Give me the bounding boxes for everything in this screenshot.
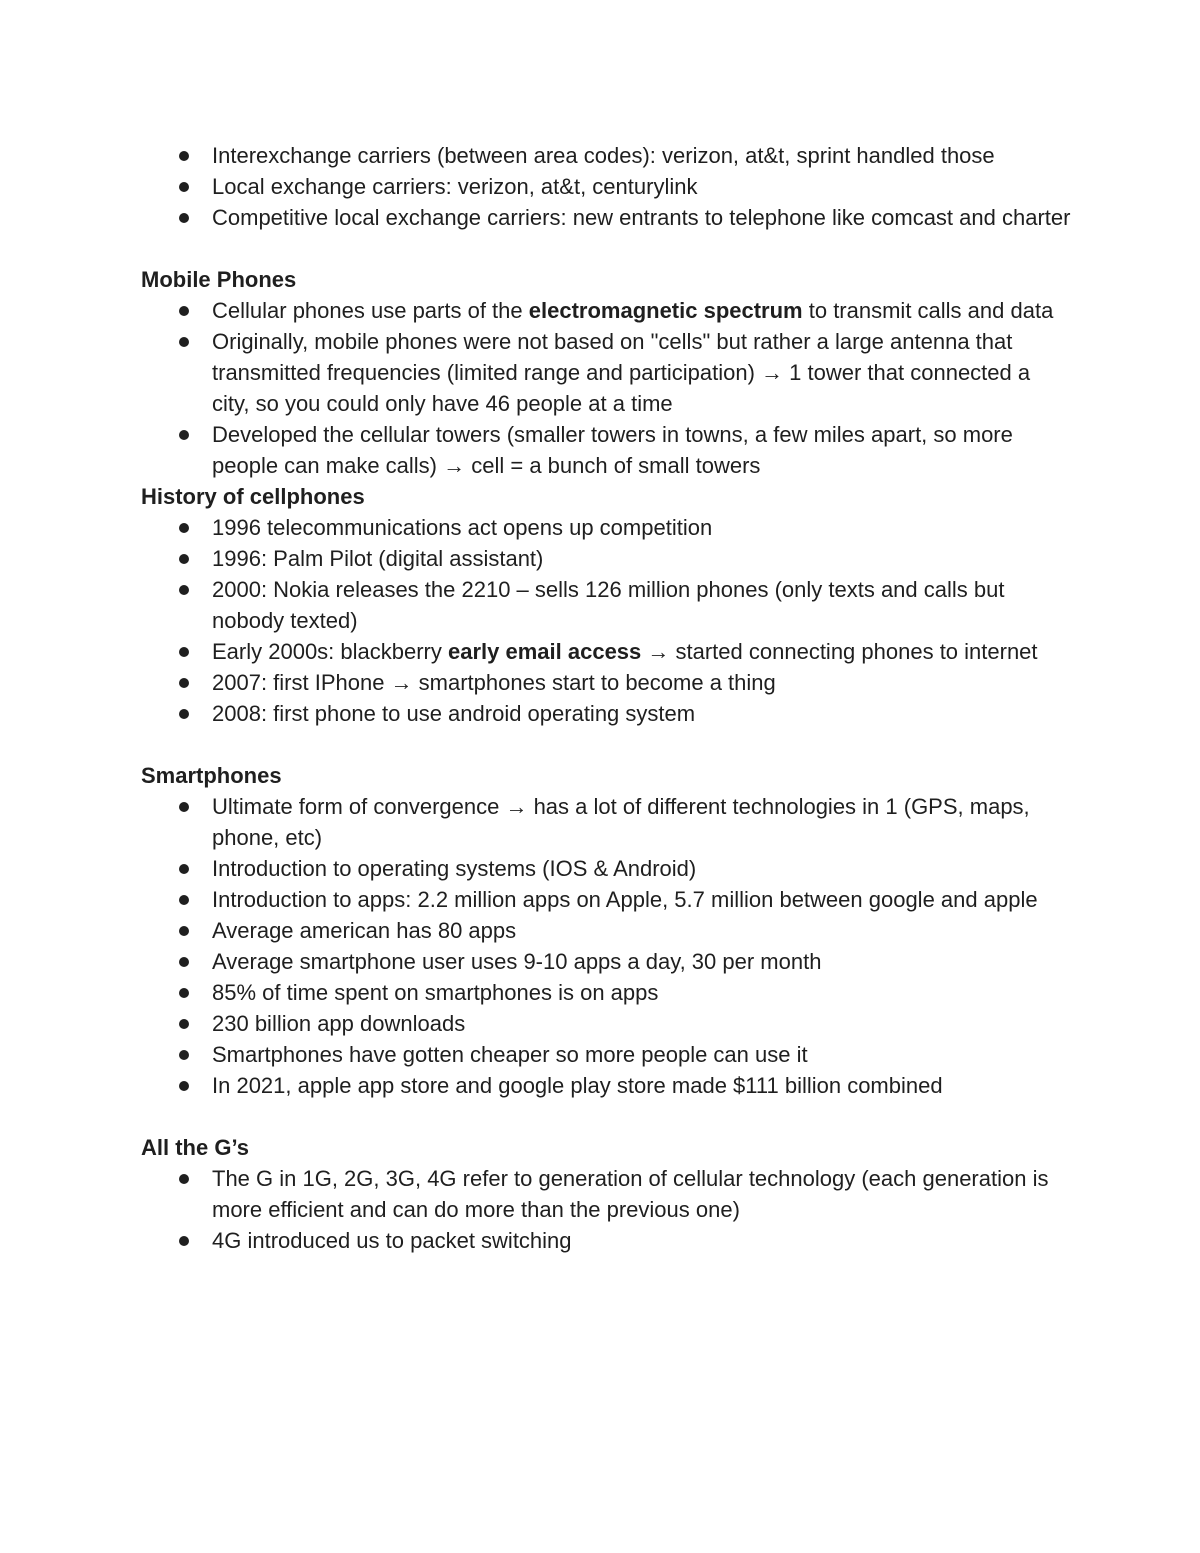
bullet-icon xyxy=(179,1019,189,1029)
list-item: Ultimate form of convergence → has a lot of different technologies in 1 (GPS, maps, phone, etc) xyxy=(141,791,1071,853)
bullet-icon xyxy=(179,957,189,967)
list-item: 85% of time spent on smartphones is on apps xyxy=(141,977,1071,1008)
bold-term: electromagnetic spectrum xyxy=(528,298,803,323)
bold-term: early email access xyxy=(448,639,642,664)
list-item: Introduction to operating systems (IOS & Android) xyxy=(141,853,1071,884)
bullet-icon xyxy=(179,585,189,595)
list-item: Local exchange carriers: verizon, at&t, centurylink xyxy=(141,171,1071,202)
list-item: 1996 telecommunications act opens up competition xyxy=(141,512,1071,543)
bullet-icon xyxy=(179,647,189,657)
list-item: Originally, mobile phones were not based on "cells" but rather a large antenna that transmitted frequencies (limited range and participation) → 1 tower that connected a city, so you could only have 46 people at a time xyxy=(141,326,1071,419)
bullet-icon xyxy=(179,709,189,719)
bullet-icon xyxy=(179,802,189,812)
list-item: 2008: first phone to use android operating system xyxy=(141,698,1071,729)
bullet-icon xyxy=(179,430,189,440)
blank-line xyxy=(141,729,1071,760)
bullet-icon xyxy=(179,1236,189,1246)
carriers-list xyxy=(141,140,1071,233)
list-item: Developed the cellular towers (smaller towers in towns, a few miles apart, so more people can make calls) → cell = a bunch of small towers xyxy=(141,419,1071,481)
list-item: Introduction to apps: 2.2 million apps on Apple, 5.7 million between google and apple xyxy=(141,884,1071,915)
bullet-icon xyxy=(179,988,189,998)
bullet-icon xyxy=(179,1050,189,1060)
bullet-icon xyxy=(179,926,189,936)
list-item: Average american has 80 apps xyxy=(141,915,1071,946)
list-item: Early 2000s: blackberry early email access → started connecting phones to internet xyxy=(141,636,1071,667)
bullet-icon xyxy=(179,864,189,874)
list-item: Cellular phones use parts of the electromagnetic spectrum to transmit calls and data xyxy=(141,295,1071,326)
list-item: Interexchange carriers (between area codes): verizon, at&t, sprint handled those xyxy=(141,140,1071,171)
bullet-icon xyxy=(179,523,189,533)
list-item: 1996: Palm Pilot (digital assistant) xyxy=(141,543,1071,574)
bullet-icon xyxy=(179,1174,189,1184)
bullet-icon xyxy=(179,1081,189,1091)
blank-line xyxy=(141,233,1071,264)
list-item: Competitive local exchange carriers: new entrants to telephone like comcast and charter xyxy=(141,202,1071,233)
generations-list xyxy=(141,1163,1071,1256)
bullet-icon xyxy=(179,213,189,223)
list-item: 2000: Nokia releases the 2210 – sells 126 million phones (only texts and calls but nobody texted) xyxy=(141,574,1071,636)
document-content xyxy=(141,140,1071,1256)
bullet-icon xyxy=(179,895,189,905)
bullet-icon xyxy=(179,678,189,688)
mobile-phones-list xyxy=(141,295,1071,481)
list-item: Smartphones have gotten cheaper so more people can use it xyxy=(141,1039,1071,1070)
list-item: 2007: first IPhone → smartphones start to become a thing xyxy=(141,667,1071,698)
section-heading-all-the-gs: All the G’s xyxy=(141,1135,249,1160)
section-heading-smartphones: Smartphones xyxy=(141,763,282,788)
list-item: Average smartphone user uses 9-10 apps a day, 30 per month xyxy=(141,946,1071,977)
list-item: 4G introduced us to packet switching xyxy=(141,1225,1071,1256)
bullet-icon xyxy=(179,182,189,192)
blank-line xyxy=(141,1101,1071,1132)
section-heading-mobile-phones: Mobile Phones xyxy=(141,267,297,292)
list-item: The G in 1G, 2G, 3G, 4G refer to generation of cellular technology (each generation is more efficient and can do more than the previous one) xyxy=(141,1163,1071,1225)
history-list xyxy=(141,512,1071,729)
bullet-icon xyxy=(179,337,189,347)
list-item: 230 billion app downloads xyxy=(141,1008,1071,1039)
bullet-icon xyxy=(179,151,189,161)
section-heading-history-of-cellphones: History of cellphones xyxy=(141,484,365,509)
smartphones-list xyxy=(141,791,1071,1101)
bullet-icon xyxy=(179,554,189,564)
bullet-icon xyxy=(179,306,189,316)
list-item: In 2021, apple app store and google play store made $111 billion combined xyxy=(141,1070,1071,1101)
